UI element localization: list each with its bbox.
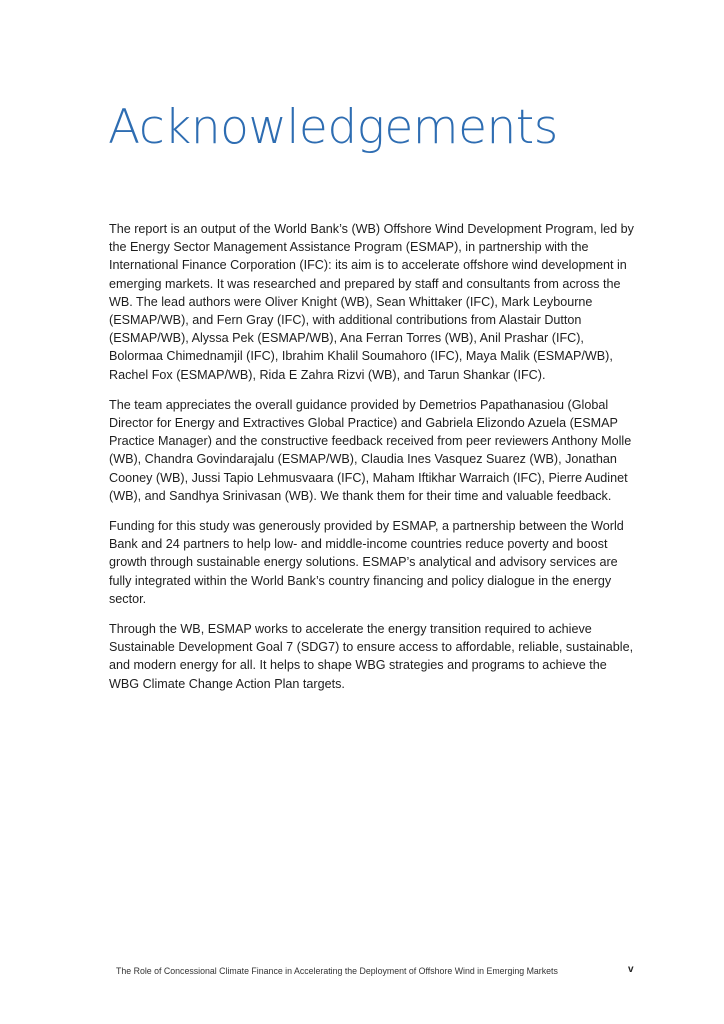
paragraph-authors: The report is an output of the World Bank’s (WB) Offshore Wind Development Program, led by the Energy Sector Management Assistance Program (ESMAP), in partnership with the International Finance Corporation (IFC): its aim is to accelerate offshore wind development in emerging markets. It was researched and prepared by staff and consultants from across the WB. The lead authors were Oliver Knight (WB), Sean Whittaker (IFC), Mark Leybourne (ESMAP/WB), and Fern Gray (IFC), with additional contributions from Alastair Dutton (ESMAP/WB), Alyssa Pek (ESMAP/WB), Ana Ferran Torres (WB), Anil Prashar (IFC), Bolormaa Chimednamjil (IFC), Ibrahim Khalil Soumahoro (IFC), Maya Malik (ESMAP/WB), Rachel Fox (ESMAP/WB), Rida E Zahra Rizvi (WB), and Tarun Shankar (IFC). — [109, 222, 634, 382]
paragraph-esmap-mission: Through the WB, ESMAP works to accelerate the energy transition required to achieve Sustainable Development Goal 7 (SDG7) to ensure access to affordable, reliable, sustainable, and modern energy for all. It helps to shape WBG strategies and programs to achieve the WBG Climate Change Action Plan targets. — [109, 622, 634, 691]
footer-page-number: v — [628, 964, 634, 975]
paragraph-reviewers: The team appreciates the overall guidance provided by Demetrios Papathanasiou (Global Director for Energy and Extractives Global Practice) and Gabriela Elizondo Azuela (ESMAP Practice Manager) and the constructive feedback received from peer reviewers Anthony Molle (WB), Chandra Govindarajalu (ESMAP/WB), Claudia Ines Vasquez Suarez (WB), Jonathan Cooney (WB), Jussi Tapio Lehmusvaara (IFC), Maham Iftikhar Warraich (IFC), Pierre Audinet (WB), and Sandhya Srinivasan (WB). We thank them for their time and valuable feedback. — [109, 397, 632, 503]
body-text — [109, 220, 639, 705]
paragraph-funding: Funding for this study was generously provided by ESMAP, a partnership between the World Bank and 24 partners to help low- and middle-income countries reduce poverty and boost growth through sustainable energy solutions. ESMAP’s analytical and advisory services are fully integrated within the World Bank’s country financing and policy dialogue in the energy sector. — [109, 519, 624, 606]
footer-document-title: The Role of Concessional Climate Finance in Accelerating the Deployment of Offshore Wind in Emerging Markets — [116, 966, 558, 976]
page-title: Acknowledgements — [108, 100, 558, 155]
